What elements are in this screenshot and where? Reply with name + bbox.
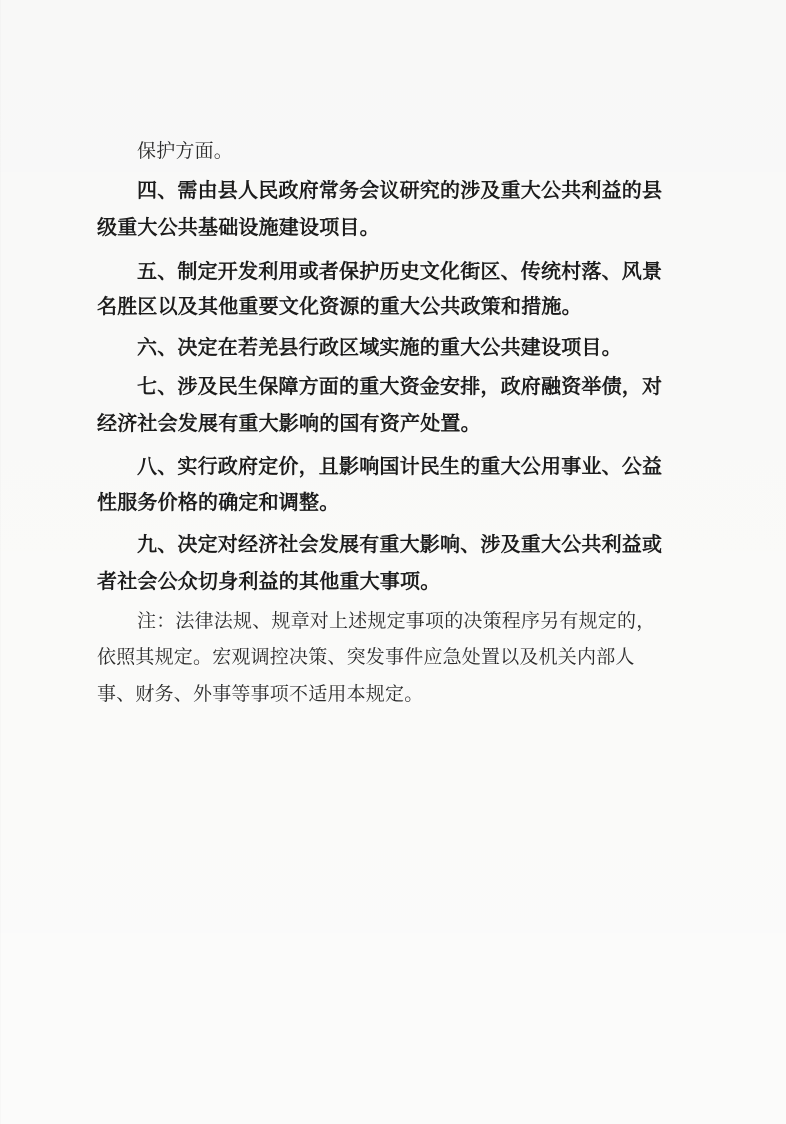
clause-eight-line-1: 八、实行政府定价，且影响国计民生的重大公用事业、公益 (137, 454, 663, 478)
clause-eight-line-2: 性服务价格的确定和调整。 (97, 490, 340, 514)
clause-six-line-1: 六、决定在若羌县行政区域实施的重大公共建设项目。 (137, 335, 622, 359)
note-line-2: 依照其规定。宏观调控决策、突发事件应急处置以及机关内部人 (97, 646, 635, 668)
clause-five-line-1: 五、制定开发利用或者保护历史文化街区、传统村落、风景 (137, 259, 663, 283)
clause-nine-line-2: 者社会公众切身利益的其他重大事项。 (97, 569, 441, 593)
clause-nine-line-1: 九、决定对经济社会发展有重大影响、涉及重大公共利益或 (137, 532, 663, 556)
clause-five-line-2: 名胜区以及其他重要文化资源的重大公共政策和措施。 (97, 294, 582, 318)
clause-seven-line-1: 七、涉及民生保障方面的重大资金安排，政府融资举债，对 (137, 374, 663, 398)
text-line-protection: 保护方面。 (137, 140, 234, 162)
note-line-1: 注：法律法规、规章对上述规定事项的决策程序另有规定的， (137, 610, 656, 632)
clause-four-line-1: 四、需由县人民政府常务会议研究的涉及重大公共利益的县 (137, 178, 663, 202)
clause-four-line-2: 级重大公共基础设施建设项目。 (97, 215, 380, 239)
note-line-3: 事、财务、外事等事项不适用本规定。 (97, 683, 424, 705)
clause-seven-line-2: 经济社会发展有重大影响的国有资产处置。 (97, 411, 481, 435)
